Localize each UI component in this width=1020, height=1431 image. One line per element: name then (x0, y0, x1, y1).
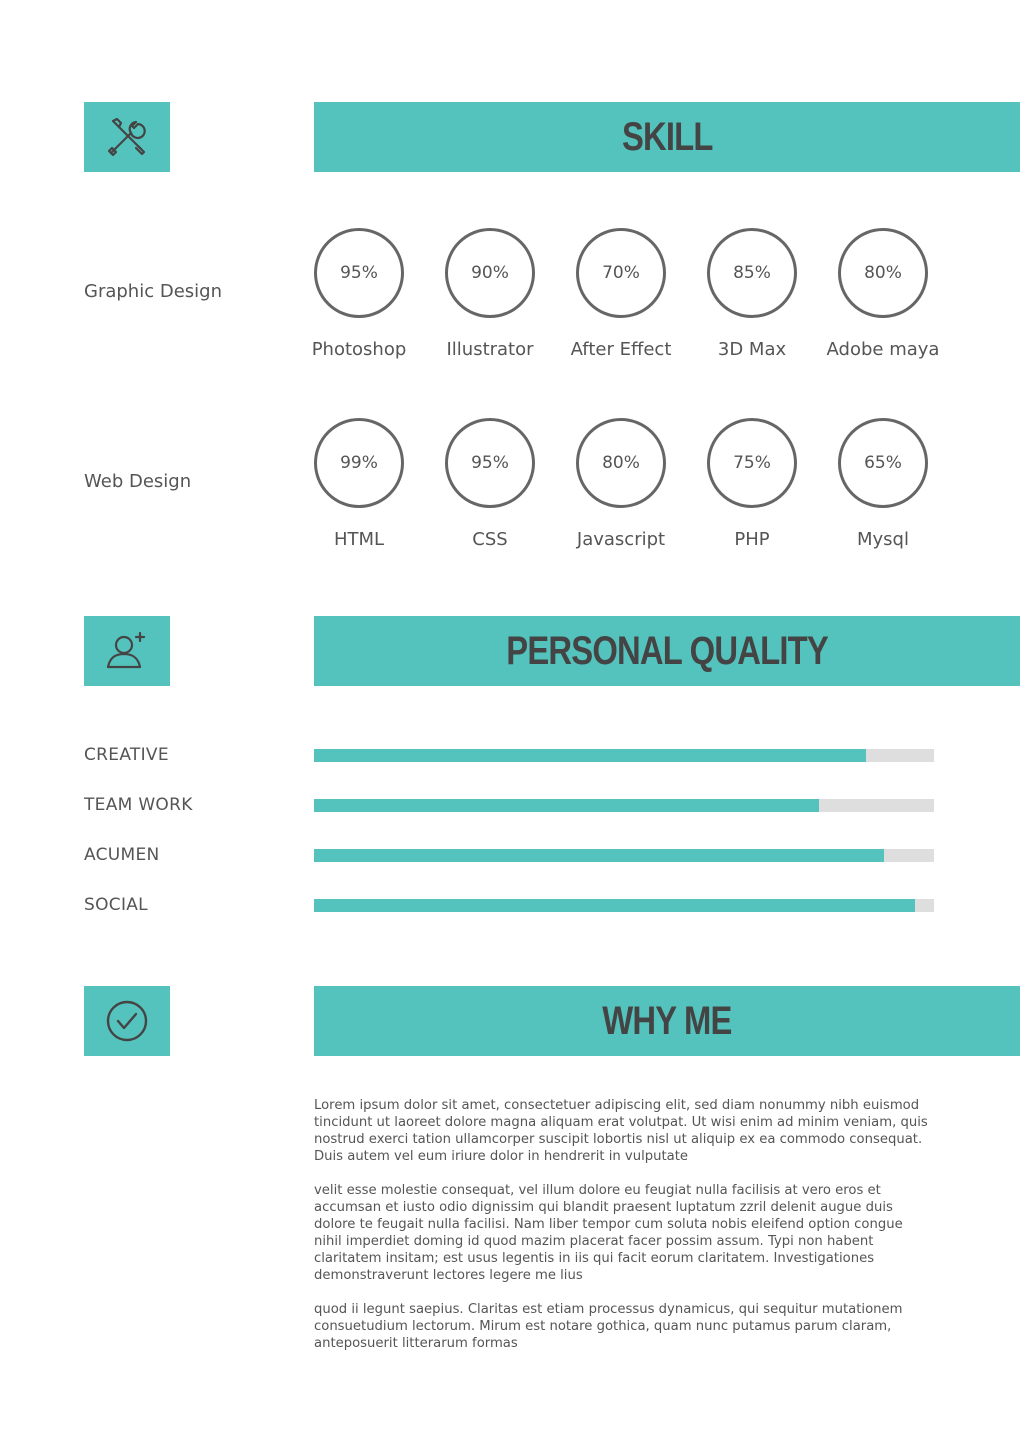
skill-percent-circle: 80% (838, 228, 928, 318)
quality-label: CREATIVE (84, 745, 169, 765)
quality-bar-track (314, 849, 934, 862)
add-user-icon (104, 629, 150, 673)
skill-name: Mysql (857, 529, 909, 550)
why-me-body (314, 1097, 934, 1369)
why-me-paragraph: Lorem ipsum dolor sit amet, consectetuer adipiscing elit, sed diam nonummy nibh euismod tincidunt ut laoreet dolore magna aliquam erat volutpat. Ut wisi enim ad minim veniam, quis nostrud exerci tation ullamcorper suscipit lobortis nisl ut aliquip ex ea commodo consequat. Duis autem vel eum iriure dolor in hendrerit in vulputate (314, 1098, 928, 1164)
tools-icon (105, 115, 149, 159)
skill-percent-circle: 75% (707, 418, 797, 508)
why-me-title: WHY ME (602, 998, 732, 1043)
quality-bar-track (314, 899, 934, 912)
quality-bar-fill (314, 899, 915, 912)
skill-icon-box (84, 102, 170, 172)
skill-percent-circle: 85% (707, 228, 797, 318)
quality-label: ACUMEN (84, 845, 160, 865)
skill-name: Photoshop (311, 339, 407, 360)
quality-bar-fill (314, 799, 819, 812)
skill-percent-circle: 65% (838, 418, 928, 508)
skill-name: PHP (734, 529, 770, 550)
skill-percent-circle: 90% (445, 228, 535, 318)
skill-percent-circle: 95% (314, 228, 404, 318)
skill-name: Illustrator (446, 339, 534, 360)
why-me-paragraph: velit esse molestie consequat, vel illum dolore eu feugiat nulla facilisis at vero eros et accumsan et iusto odio dignissim qui blandit praesent luptatum zzril delenit augue duis dolore te feugait nulla facilisi. Nam liber tempor cum soluta nobis eleifend option congue nihil imperdiet doming id quod mazim placerat facer possim assum. Typi non habent claritatem insitam; est usus legentis in iis qui facit eorum claritatem. Investigationes demonstraverunt lectores legere me lius (314, 1183, 903, 1283)
skill-name: HTML (333, 529, 385, 550)
quality-label: TEAM WORK (84, 795, 193, 815)
skill-name: After Effect (570, 339, 672, 360)
checkmark-circle-icon (105, 999, 149, 1043)
quality-label: SOCIAL (84, 895, 148, 915)
personal-quality-icon-box (84, 616, 170, 686)
skill-name: CSS (472, 529, 508, 550)
why-me-icon-box (84, 986, 170, 1056)
personal-quality-banner (314, 616, 1020, 686)
personal-quality-title: PERSONAL QUALITY (506, 628, 828, 673)
skill-name: Javascript (576, 529, 666, 550)
skill-group-label: Web Design (84, 471, 192, 492)
quality-bar-track (314, 799, 934, 812)
skill-title: SKILL (621, 114, 713, 159)
skill-group-label: Graphic Design (84, 281, 222, 302)
why-me-banner (314, 986, 1020, 1056)
quality-bar-fill (314, 749, 866, 762)
skill-percent-circle: 80% (576, 418, 666, 508)
quality-bar-track (314, 749, 934, 762)
skill-name: Adobe maya (826, 339, 940, 360)
skill-name: 3D Max (717, 339, 787, 360)
skill-percent-circle: 95% (445, 418, 535, 508)
skill-percent-circle: 70% (576, 228, 666, 318)
why-me-paragraph: quod ii legunt saepius. Claritas est etiam processus dynamicus, qui sequitur mutationem consuetudium lectorum. Mirum est notare gothica, quam nunc putamus parum claram, anteposuerit litterarum formas (314, 1302, 903, 1351)
skill-percent-circle: 99% (314, 418, 404, 508)
skill-banner (314, 102, 1020, 172)
quality-bar-fill (314, 849, 884, 862)
